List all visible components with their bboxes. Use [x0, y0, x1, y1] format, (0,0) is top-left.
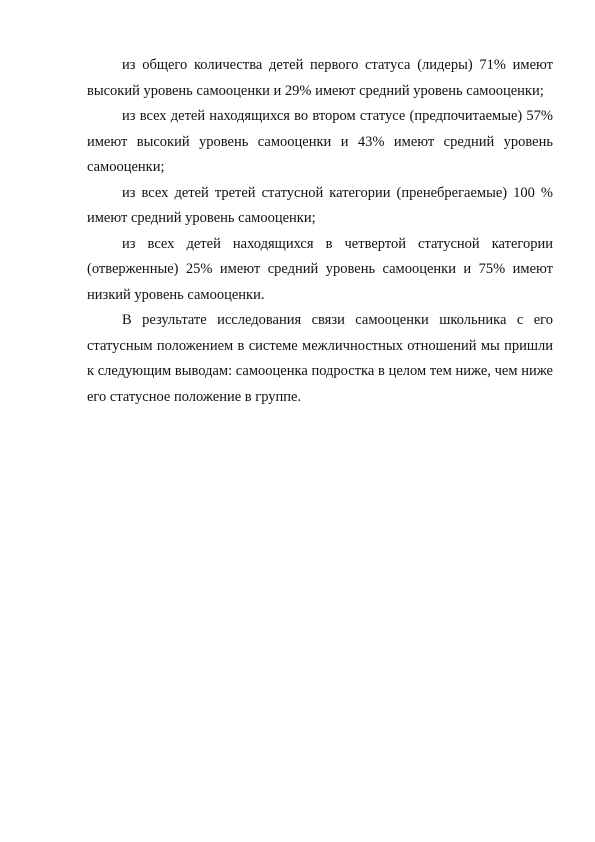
paragraph-conclusion: В результате исследования связи самооценки школьника с его статусным положением в системе межличностных отношений мы пришли к следующим выводам: самооценка подростка в целом тем ниже, чем ниже его статусное положение в группе.: [87, 312, 553, 405]
paragraph-rejected: из всех детей находящихся в четвертой статусной категории (отверженные) 25% имеют средний уровень самооценки и 75% имеют низкий уровень самооценки.: [87, 235, 553, 303]
body-text: [87, 53, 553, 410]
paragraph-preferred: из всех детей находящихся во втором статусе (предпочитаемые) 57% имеют высокий уровень самооценки и 43% имеют средний уровень самооценки;: [87, 108, 553, 175]
paragraph-leaders: из общего количества детей первого статуса (лидеры) 71% имеют высокий уровень самооценки и 29% имеют средний уровень самооценки;: [87, 57, 553, 99]
paragraph-neglected: из всех детей третей статусной категории (пренебрегаемые) 100 % имеют средний уровень самооценки;: [87, 184, 553, 226]
